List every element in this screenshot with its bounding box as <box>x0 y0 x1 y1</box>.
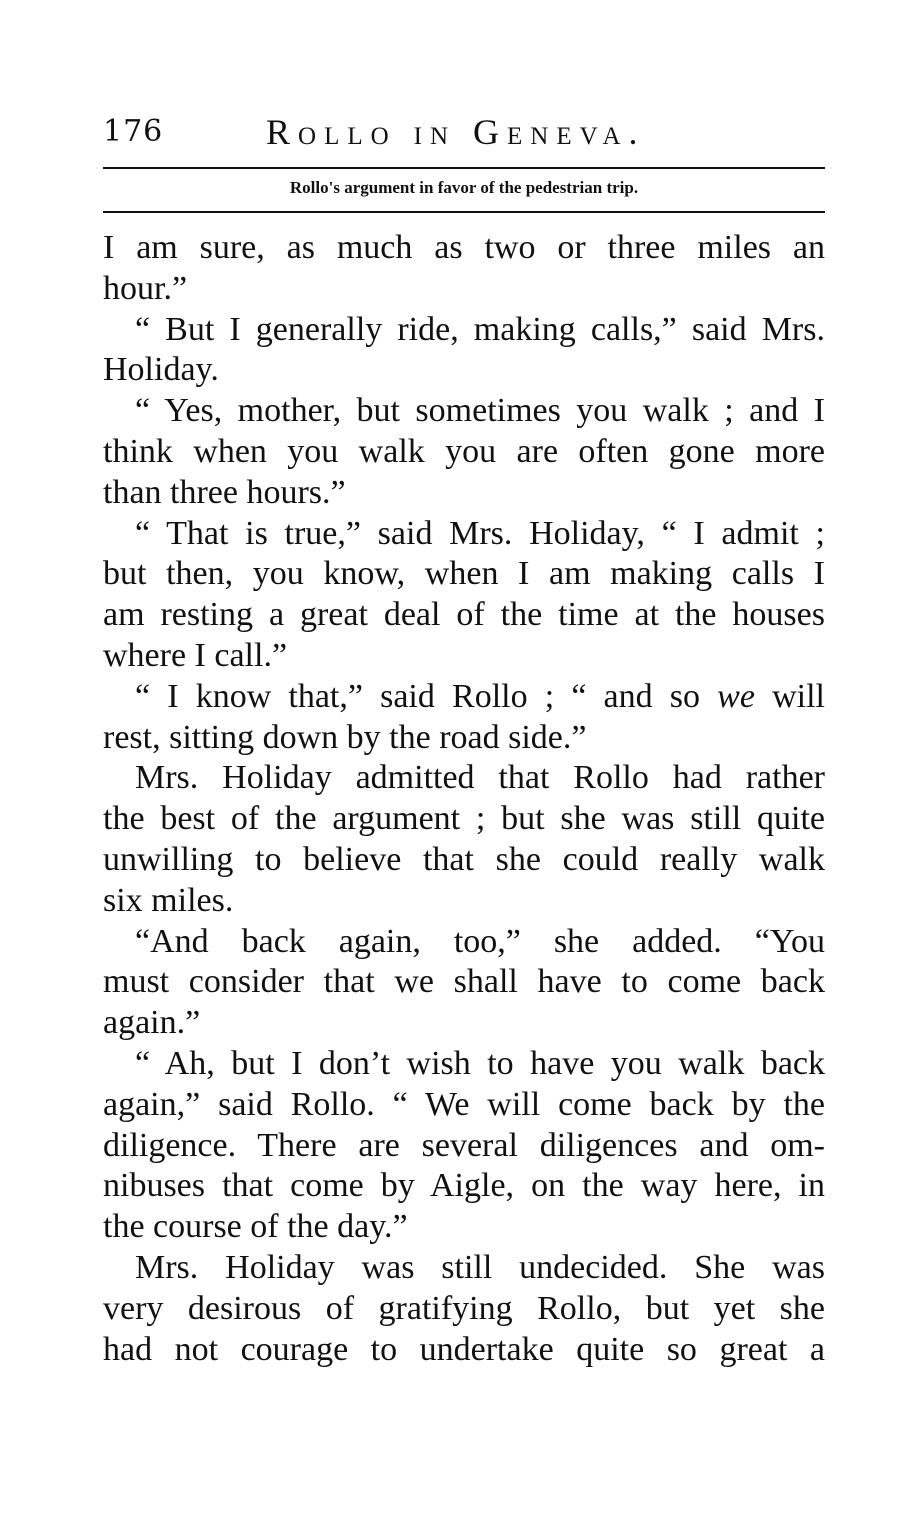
text-line: “ Yes, mother, but sometimes you walk ; and I <box>135 392 825 430</box>
header-rule-bottom <box>103 211 825 213</box>
text-line: than three hours.” <box>103 473 346 511</box>
text-line: again,” said Rollo. “ We will come back by the <box>103 1085 825 1123</box>
italic-word: we <box>717 677 755 715</box>
text-line: had not courage to undertake quite so great a <box>103 1330 825 1368</box>
text-line: the best of the argument ; but she was still quite <box>103 800 825 838</box>
text-line: am resting a great deal of the time at the houses <box>103 596 825 634</box>
text-line: very desirous of gratifying Rollo, but yet she <box>103 1289 825 1327</box>
text-line: where I call.” <box>103 636 288 674</box>
text-line: rest, sitting down by the road side.” <box>103 718 587 756</box>
text-line: diligence. There are several diligences and om- <box>103 1126 825 1164</box>
text-line: “ I know that,” said Rollo ; “ and so we will <box>135 677 825 715</box>
text-line: Holiday. <box>103 351 219 389</box>
text-line: Mrs. Holiday was still undecided. She was <box>135 1248 825 1286</box>
text-line: “ That is true,” said Mrs. Holiday, “ I admit ; <box>135 514 825 552</box>
text-line: unwilling to believe that she could really walk <box>103 840 825 878</box>
text-line: hour.” <box>103 269 188 307</box>
text-line: “ Ah, but I don’t wish to have you walk back <box>135 1044 825 1082</box>
header-rule-top <box>103 167 825 169</box>
text-line: but then, you know, when I am making calls I <box>103 555 825 593</box>
text-line: I am sure, as much as two or three miles an <box>103 229 825 266</box>
text-line: “And back again, too,” she added. “You <box>135 922 825 960</box>
text-line: think when you walk you are often gone more <box>103 432 825 470</box>
text-line: again.” <box>103 1004 201 1042</box>
chapter-subheading: Rollo's argument in favor of the pedestrian trip. <box>289 178 639 197</box>
running-head <box>103 108 825 156</box>
text-line: the course of the day.” <box>103 1208 408 1246</box>
text-line: six miles. <box>103 881 234 919</box>
text-line: must consider that we shall have to come back <box>103 963 825 1001</box>
text-line: nibuses that come by Aigle, on the way here, in <box>103 1167 825 1205</box>
page-number: 176 <box>103 114 164 149</box>
running-title: Rollo in Geneva. <box>266 112 646 152</box>
text-line: “ But I generally ride, making calls,” said Mrs. <box>135 310 825 348</box>
body-text <box>103 228 825 1370</box>
text-line: Mrs. Holiday admitted that Rollo had rather <box>135 759 825 797</box>
